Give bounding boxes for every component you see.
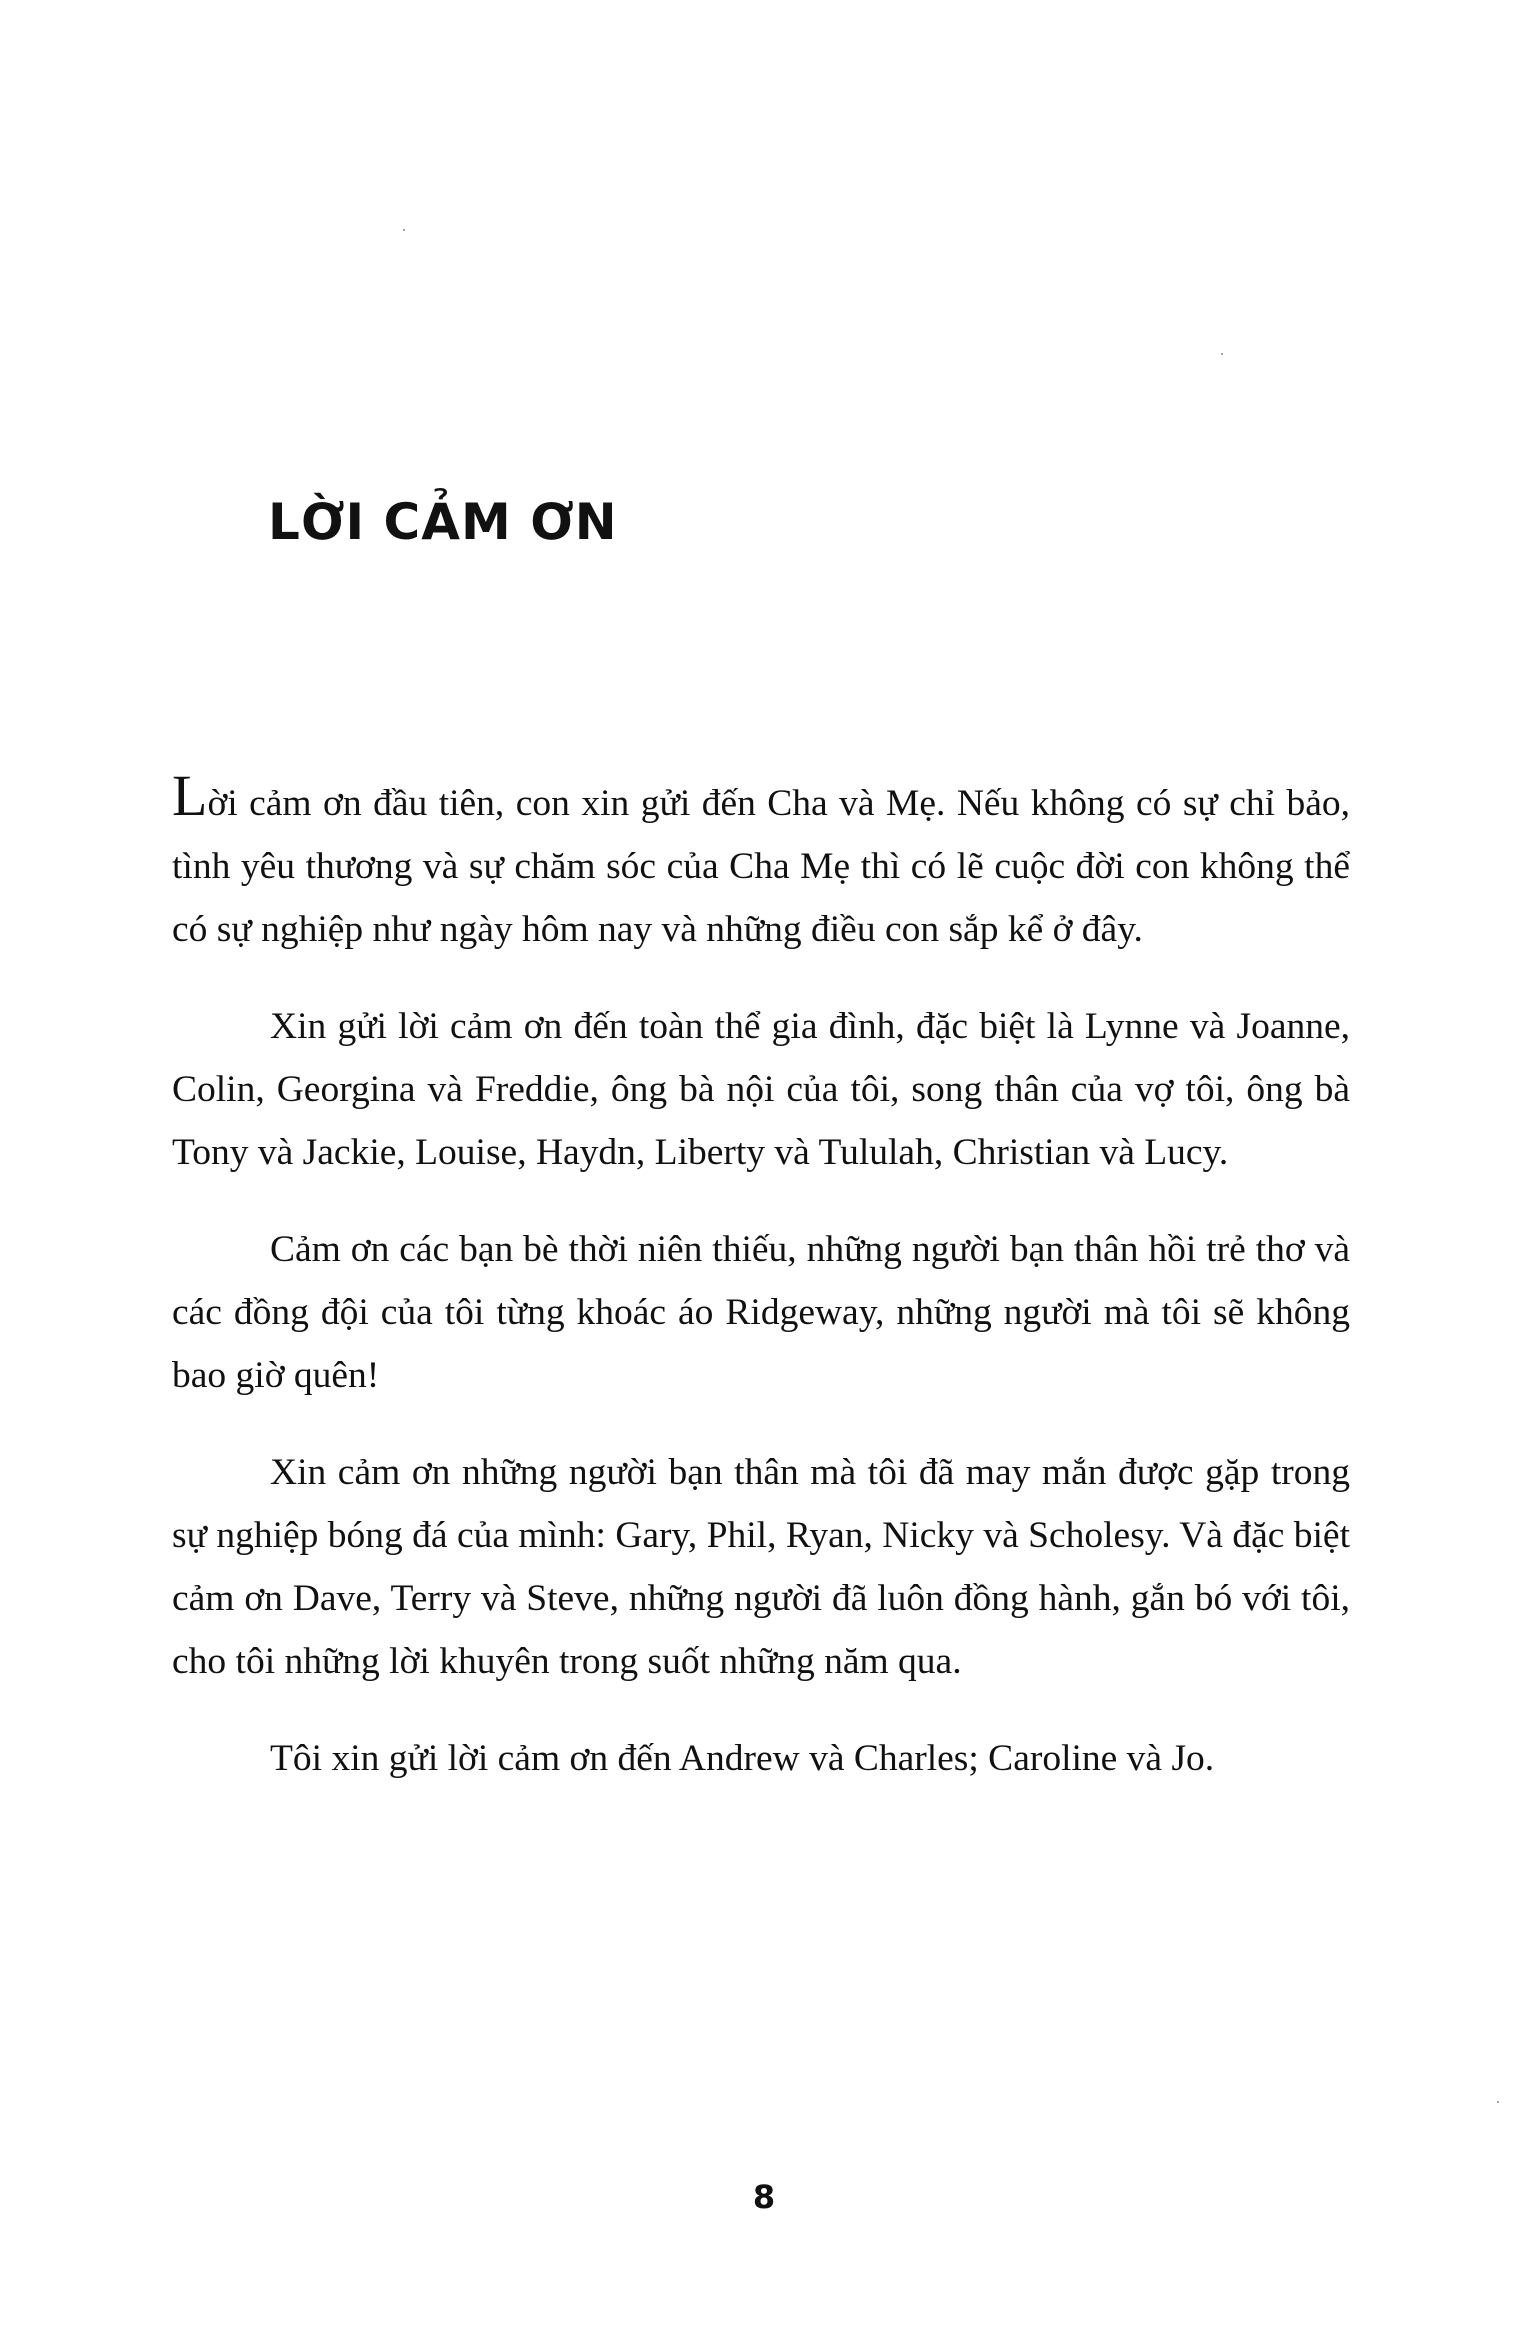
paragraph-text: ời cảm ơn đầu tiên, con xin gửi đến Cha và Mẹ. Nếu không có sự chỉ bảo, tình yêu thương và sự chăm sóc của Cha Mẹ thì có lẽ cuộc đời con không thể có sự nghiệp như ngày hôm nay và những điều con sắp kể ở đây. [172,783,1350,950]
paragraph-2: Xin gửi lời cảm ơn đến toàn thể gia đình, đặc biệt là Lynne và Joanne, Colin, Georgina và Freddie, ông bà nội của tôi, song thân của vợ tôi, ông bà Tony và Jackie, Louise, Haydn, Liberty và Tululah, Christian và Lucy. [172,1006,1350,1173]
paragraph-4: Xin cảm ơn những người bạn thân mà tôi đã may mắn được gặp trong sự nghiệp bóng đá của mình: Gary, Phil, Ryan, Nicky và Scholesy. Và đặc biệt cảm ơn Dave, Terry và Steve, những người đã luôn đồng hành, gắn bó với tôi, cho tôi những lời khuyên trong suốt những năm qua. [172,1452,1350,1682]
scan-speck [1497,2101,1499,2103]
paragraph-1 [172,763,1350,961]
paragraph-3: Cảm ơn các bạn bè thời niên thiếu, những người bạn thân hồi trẻ thơ và các đồng đội của tôi từng khoác áo Ridgeway, những người mà tôi sẽ không bao giờ quên! [172,1229,1350,1396]
page-number: 8 [752,2178,776,2216]
drop-cap: L [172,763,208,828]
page-title: LỜI CẢM ƠN [268,493,618,551]
scan-speck [403,229,405,231]
scan-speck [1221,353,1223,355]
acknowledgements-body [172,763,1350,1824]
paragraph-5: Tôi xin gửi lời cảm ơn đến Andrew và Charles; Caroline và Jo. [270,1738,1215,1779]
